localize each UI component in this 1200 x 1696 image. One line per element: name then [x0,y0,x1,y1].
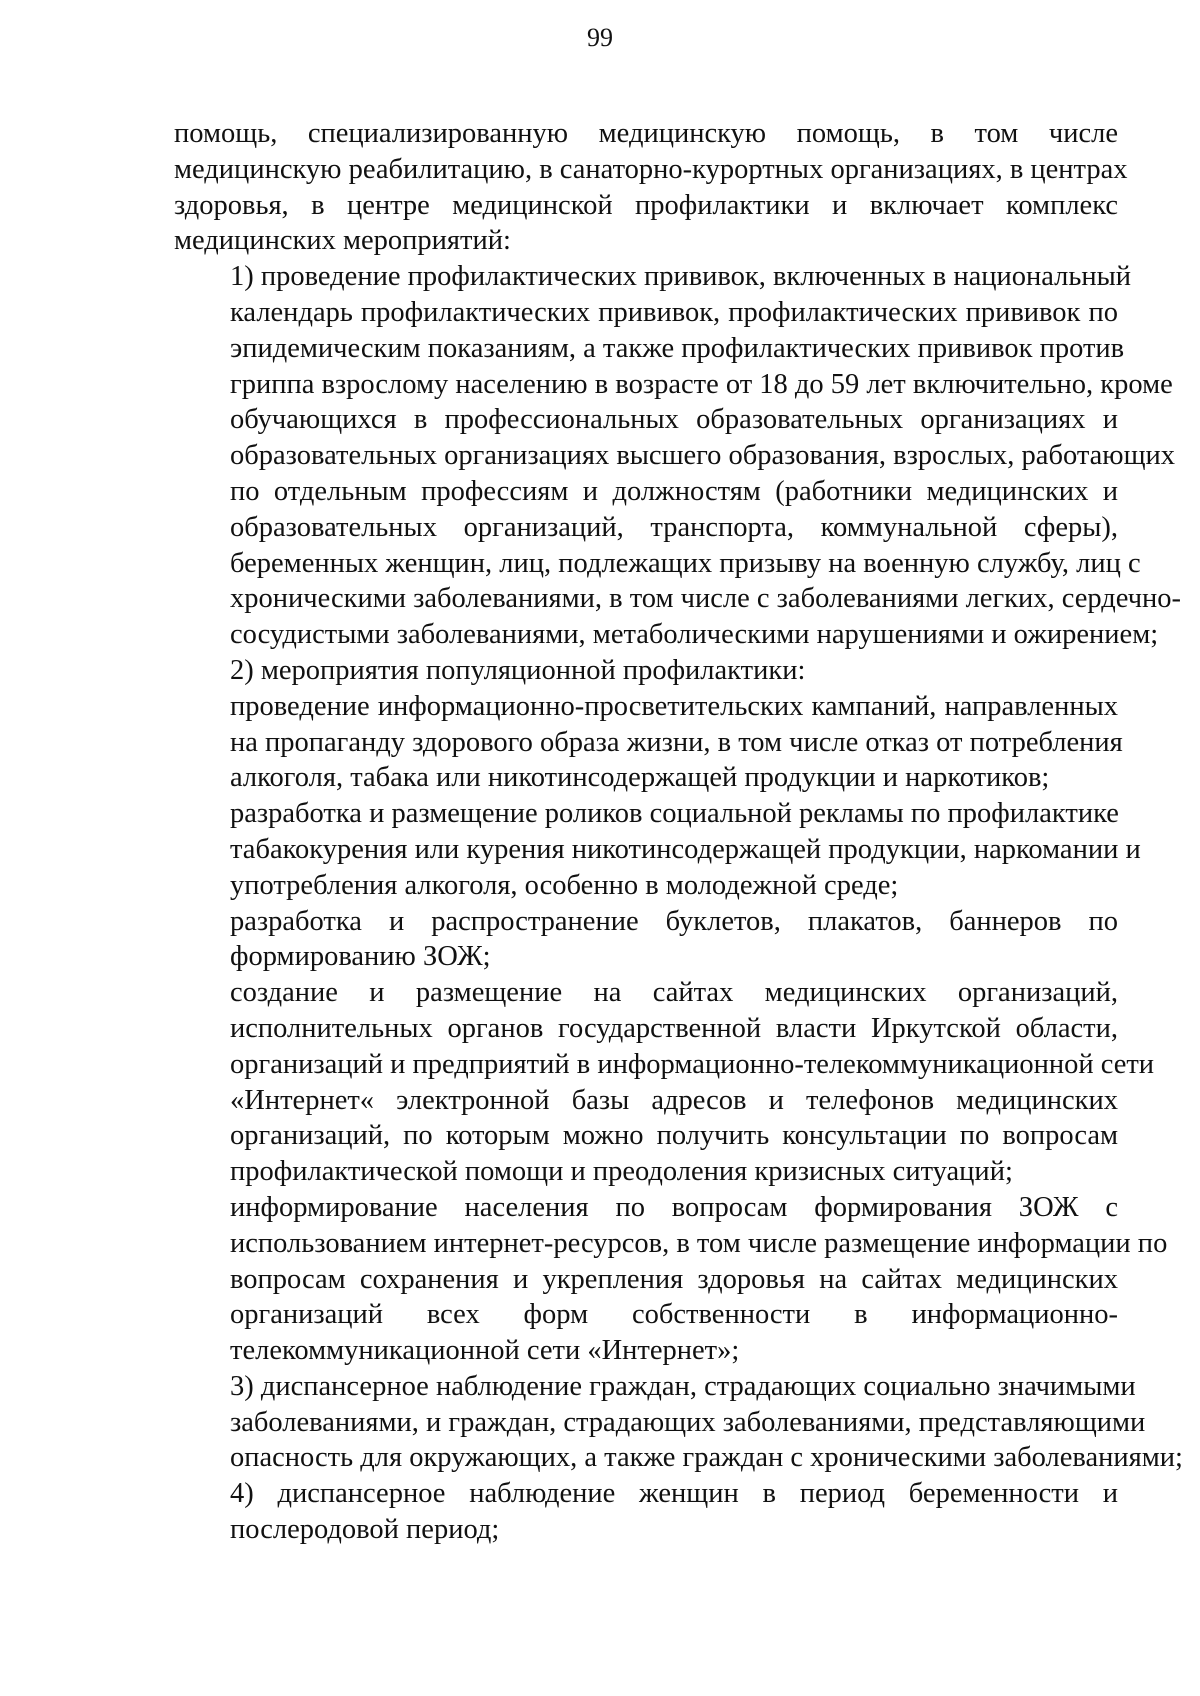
text-line: вопросам сохранения и укрепления здоровья на сайтах медицинских [230,1263,1118,1295]
text-line: хроническими заболеваниями, в том числе с заболеваниями легких, сердечно- [230,583,1182,615]
text-line: формированию ЗОЖ; [230,941,491,973]
text-line: употребления алкоголя, особенно в молодежной среде; [230,869,899,901]
text-line: беременных женщин, лиц, подлежащих призыву на военную службу, лиц с [230,547,1141,579]
paragraph [174,796,1141,903]
document-body [174,116,1183,1548]
text-line: профилактической помощи и преодоления кризисных ситуаций; [230,1156,1013,1188]
paragraph [174,689,1123,796]
text-line: исполнительных органов государственной власти Иркутской области, [230,1012,1118,1044]
paragraph [174,116,1128,259]
text-line: создание и размещение на сайтах медицинских организаций, [230,977,1118,1009]
text-line: разработка и распространение буклетов, плакатов, баннеров по [230,905,1118,937]
text-line: календарь профилактических прививок, профилактических прививок по [230,296,1118,328]
text-line: медицинскую реабилитацию, в санаторно-курортных организациях, в центрах [174,153,1128,185]
text-line: здоровья, в центре медицинской профилактики и включает комплекс [174,189,1118,221]
text-line: телекоммуникационной сети «Интернет»; [230,1335,740,1367]
text-line: разработка и размещение роликов социальной рекламы по профилактике [230,798,1119,830]
paragraph [174,1369,1183,1476]
text-line: гриппа взрослому населению в возрасте от 18 до 59 лет включительно, кроме [230,368,1173,400]
text-line: эпидемическим показаниям, а также профилактических прививок против [230,332,1125,364]
text-line: медицинских мероприятий: [174,225,511,257]
text-line: 2) мероприятия популяционной профилактики: [230,654,806,686]
text-line: по отдельным профессиям и должностям (работники медицинских и [230,475,1118,507]
text-line: 4) диспансерное наблюдение женщин в период беременности и [230,1478,1118,1510]
text-line: на пропаганду здорового образа жизни, в том числе отказ от потребления [230,726,1123,758]
text-line: «Интернет« электронной базы адресов и телефонов медицинских [230,1084,1118,1116]
text-line: использованием интернет-ресурсов, в том числе размещение информации по [230,1227,1168,1259]
text-line: 3) диспансерное наблюдение граждан, страдающих социально значимыми [230,1370,1136,1402]
text-line: заболеваниями, и граждан, страдающих заболеваниями, представляющими [230,1406,1146,1438]
paragraph [174,1476,1118,1548]
page-number: 99 [587,23,613,52]
text-line: обучающихся в профессиональных образовательных организациях и [230,404,1118,436]
text-line: организаций всех форм собственности в информационно- [230,1299,1118,1331]
text-line: организаций и предприятий в информационно-телекоммуникационной сети [230,1048,1155,1080]
text-line: сосудистыми заболеваниями, метаболическими нарушениями и ожирением; [230,619,1159,651]
text-line: табакокурения или курения никотинсодержащей продукции, наркомании и [230,833,1141,865]
text-line: образовательных организаций, транспорта, коммунальной сферы), [230,511,1118,543]
text-line: послеродовой период; [230,1514,500,1546]
text-line: информирование населения по вопросам формирования ЗОЖ с [230,1191,1118,1223]
text-line: алкоголя, табака или никотинсодержащей продукции и наркотиков; [230,762,1050,794]
paragraph [174,653,1118,689]
text-line: проведение информационно-просветительских кампаний, направленных [230,690,1118,722]
text-line: 1) проведение профилактических прививок, включенных в национальный [230,261,1132,293]
paragraph [174,259,1182,653]
paragraph [174,1190,1168,1369]
text-line: помощь, специализированную медицинскую помощь, в том числе [174,118,1118,149]
paragraph [174,975,1155,1190]
text-line: опасность для окружающих, а также граждан с хроническими заболеваниями; [230,1442,1183,1474]
text-line: образовательных организациях высшего образования, взрослых, работающих [230,440,1176,472]
text-line: организаций, по которым можно получить консультации по вопросам [230,1120,1118,1152]
paragraph [174,904,1118,976]
